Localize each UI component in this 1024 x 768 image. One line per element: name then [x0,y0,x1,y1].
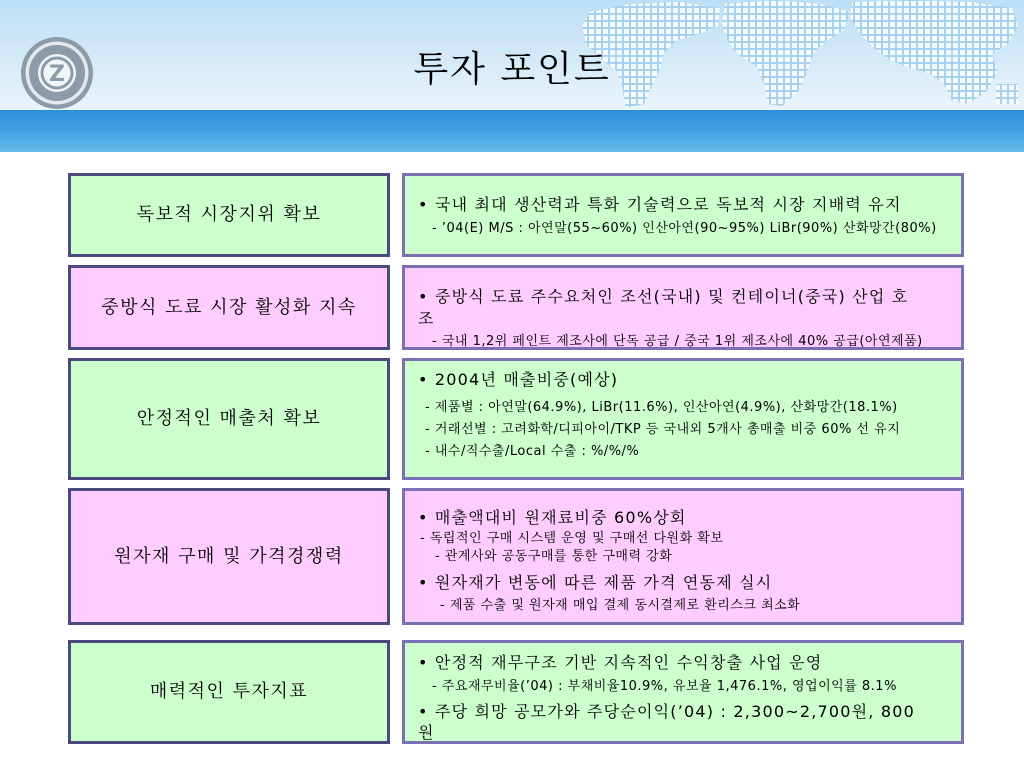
sub-point: - 주요재무비율(’04) : 부채비율10.9%, 유보율 1,476.1%, 영업이익률 8.1% [432,679,897,694]
point-detail-box [402,640,964,744]
point-label-box [68,488,390,625]
point-label-box [68,640,390,744]
logo-letter: Z [49,62,65,87]
sub-point: - 내수/직수출/Local 수출 : %/%/% [425,444,640,459]
header-band [0,110,1024,152]
point-label-box [68,358,390,480]
bullet-point: • 안정적 재무구조 기반 지속적인 수익창출 사업 운영 [418,653,823,672]
point-label: 중방식 도료 시장 활성화 지속 [101,296,357,318]
point-label-box [68,265,390,350]
bullet-point: • 원자재가 변동에 따른 제품 가격 연동제 실시 [418,573,773,592]
sub-point: - 제품 수출 및 원자재 매입 결제 동시결제로 환리스크 최소화 [440,598,801,613]
sub-point: - 제품별 : 아연말(64.9%), LiBr(11.6%), 인산아연(4.9%), 산화망간(18.1%) [425,400,898,415]
point-label: 매력적인 투자지표 [149,681,309,702]
point-detail-box [402,488,964,625]
bullet-point: • 2004년 매출비중(예상) [418,370,619,389]
point-label-box [68,173,390,257]
bullet-point: • 주당 희망 공모가와 주당순이익(’04) : 2,300~2,700원, 800원 [418,702,915,742]
point-detail-box [402,265,964,350]
slide-title: 투자 포인트 [413,49,611,90]
sub-point: - 관계사와 공동구매를 통한 구매력 강화 [435,549,673,564]
sub-point: - 거래선별 : 고려화학/디피아이/TKP 등 국내외 5개사 총매출 비중 60% 선 유지 [425,422,901,437]
sub-point: - ’04(E) M/S : 아연말(55~60%) 인산아연(90~95%) LiBr(90%) 산화망간(80%) [432,221,937,236]
point-label: 원자재 구매 및 가격경쟁력 [114,545,344,567]
point-detail-box [402,358,964,480]
bullet-point: • 국내 최대 생산력과 특화 기술력으로 독보적 시장 지배력 유지 [418,195,902,214]
point-label: 독보적 시장지위 확보 [136,204,322,225]
sub-point: - 국내 1,2위 페인트 제조사에 단독 공급 / 중국 1위 제조사에 40% 공급(아연제품) [432,334,923,349]
bullet-point: • 매출액대비 원재료비중 60%상회 [418,508,687,527]
point-detail-box [402,173,964,257]
point-label: 안정적인 매출처 확보 [136,408,322,429]
sub-point: - 독립적인 구매 시스템 운영 및 구매선 다원화 확보 [420,531,724,546]
bullet-point: • 중방식 도료 주수요처인 조선(국내) 및 컨테이너(중국) 산업 호조 [418,287,909,328]
